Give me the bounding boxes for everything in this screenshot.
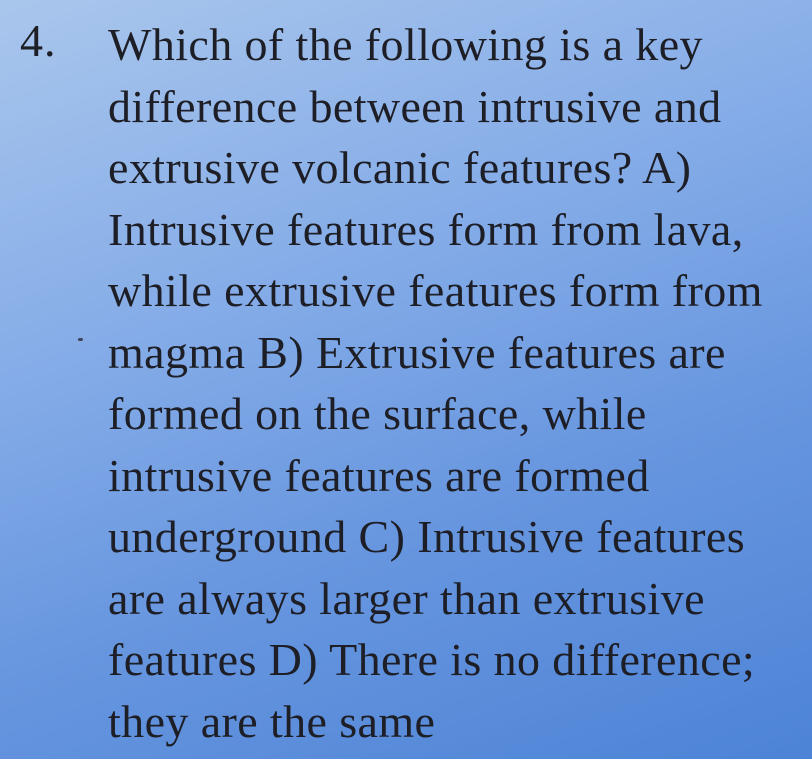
- question-line: Intrusive features form from lava,: [108, 203, 744, 255]
- question-line: are always larger than extrusive: [108, 572, 705, 624]
- question-line: underground C) Intrusive features: [108, 511, 746, 562]
- question-line: Which of the following is a key: [108, 19, 703, 70]
- question-text: [108, 14, 808, 752]
- paper-speck: [78, 338, 83, 341]
- question-line: while extrusive features form from: [108, 265, 763, 316]
- question-line: intrusive features are formed: [108, 449, 650, 501]
- question-line: they are the same: [108, 695, 436, 747]
- question-line: extrusive volcanic features? A): [108, 142, 692, 193]
- question-line: magma B) Extrusive features are: [108, 326, 726, 378]
- question-line: features D) There is no difference;: [108, 634, 756, 685]
- question-line: difference between intrusive and: [108, 80, 722, 132]
- question-number: 4.: [20, 15, 57, 66]
- question-line: formed on the surface, while: [108, 388, 647, 439]
